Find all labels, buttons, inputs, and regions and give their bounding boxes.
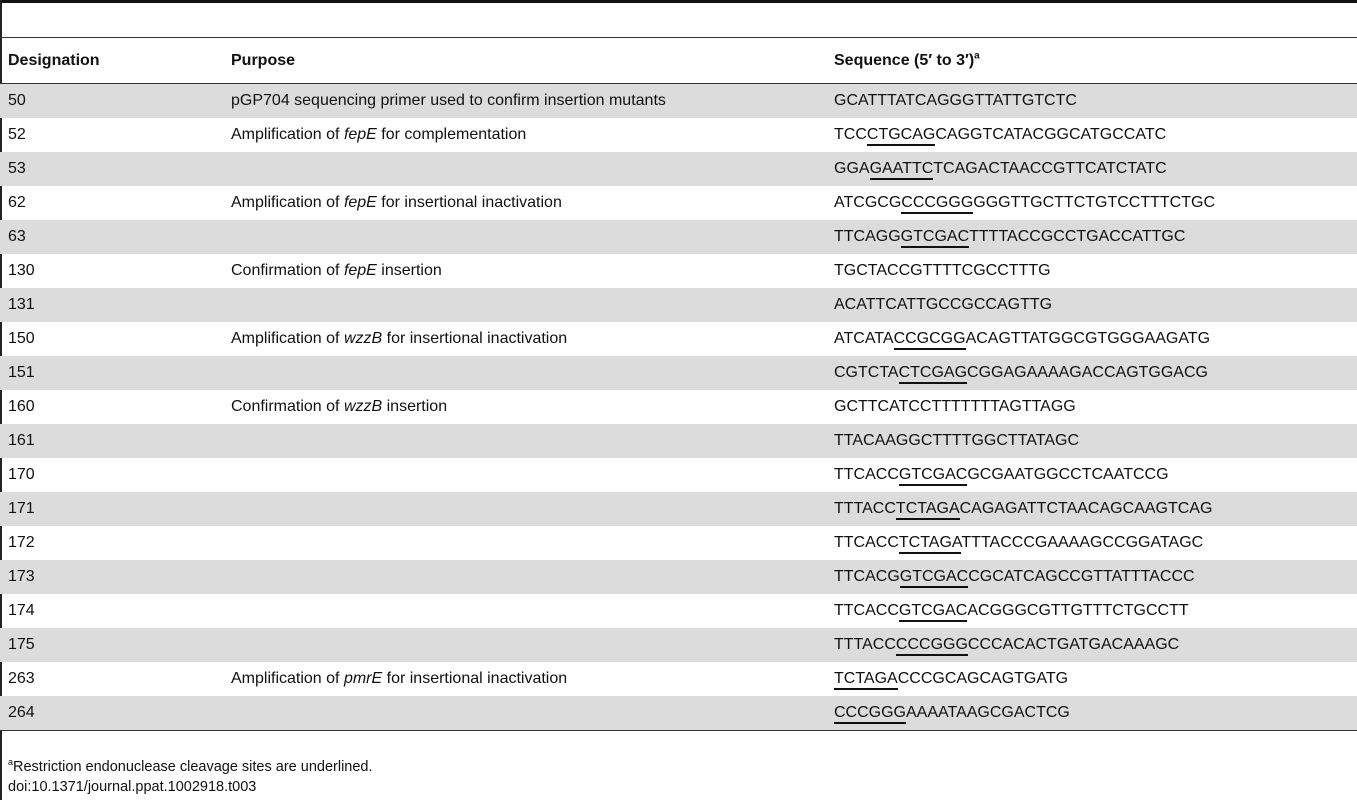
sequence-text: ACAGTTATGGCGTGGGAAGATG: [965, 330, 1211, 347]
footnote-text: Restriction endonuclease cleavage sites are underlined.: [13, 759, 373, 775]
cell-purpose: [223, 152, 826, 186]
table-row: [0, 390, 1357, 424]
sequence-text: TTTTACCGCCTGACCATTGC: [969, 228, 1186, 245]
cell-purpose: [223, 628, 826, 662]
footnote: [8, 757, 373, 797]
cell-designation: 131: [0, 288, 223, 322]
table-row: [0, 526, 1357, 560]
cell-sequence: [826, 492, 1357, 526]
table-row: [0, 662, 1357, 696]
cell-designation: 53: [0, 152, 223, 186]
cell-purpose: [223, 186, 826, 220]
cell-designation: 172: [8, 534, 35, 551]
sequence-text: TTCACC: [834, 466, 899, 483]
table-row: [0, 696, 1357, 731]
cell-sequence: [826, 458, 1357, 492]
header-sequence: [826, 38, 1357, 84]
sequence-text: TTCACG: [834, 568, 900, 585]
restriction-site: CCCGGG: [901, 194, 973, 214]
purpose-text: pGP704 sequencing primer used to confirm insertion mutants: [231, 92, 666, 109]
cell-sequence: [826, 662, 1357, 696]
table-body: [0, 84, 1357, 731]
cell-sequence: [826, 84, 1357, 119]
table-row: [0, 424, 1357, 458]
cell-purpose: [223, 458, 826, 492]
table-row: [0, 322, 1357, 356]
sequence-text: TTACAAGGCTTTTGGCTTATAGC: [834, 432, 1080, 449]
table-row: [0, 492, 1357, 526]
sequence-text: CAGGTCATACGGCATGCCATC: [935, 126, 1167, 143]
sequence-text: TTTACC: [834, 636, 896, 653]
header-designation: Designation: [0, 38, 223, 84]
restriction-site: GTCGAC: [900, 568, 968, 588]
cell-designation: 50: [0, 84, 223, 119]
restriction-site: TCTAGA: [896, 500, 960, 520]
cell-purpose: [223, 560, 826, 594]
cell-sequence: [826, 560, 1357, 594]
footnote-marker: a: [8, 757, 14, 768]
cell-sequence: [826, 186, 1357, 220]
sequence-text: CCCACACTGATGACAAAGC: [967, 636, 1180, 653]
cell-designation: 174: [8, 602, 35, 619]
title-area: [0, 3, 1357, 36]
sequence-text: TTCACC: [834, 534, 899, 551]
cell-designation: 264: [0, 696, 223, 731]
sequence-text: AAAATAAGCGACTCG: [906, 704, 1070, 721]
sequence-text: TTTACCCGAAAAGCCGGATAGC: [961, 534, 1204, 551]
purpose-text: for insertional inactivation: [382, 330, 568, 347]
table-row: [0, 560, 1357, 594]
sequence-text: CCCGCAGCAGTGATG: [897, 670, 1069, 687]
footnote-line: [8, 757, 373, 777]
table-row: [0, 356, 1357, 390]
purpose-text: Amplification of: [231, 126, 344, 143]
table-row: [0, 594, 1357, 628]
header-sequence-label: Sequence (5′ to 3′): [834, 51, 975, 69]
table-row: [0, 628, 1357, 662]
sequence-text: ATCATA: [834, 330, 894, 347]
sequence-text: GGGTTGCTTCTGTCCTTTCTGC: [973, 194, 1215, 211]
purpose-text: Confirmation of: [231, 398, 344, 415]
purpose-text: insertion: [382, 398, 448, 415]
cell-purpose: [223, 356, 826, 390]
restriction-site: CCGCGG: [894, 330, 966, 350]
purpose-text: for insertional inactivation: [382, 670, 568, 687]
cell-purpose: [223, 492, 826, 526]
table-row: [0, 84, 1357, 119]
gene-name: fepE: [343, 262, 377, 279]
restriction-site: GTCGAC: [901, 228, 969, 248]
purpose-text: insertion: [376, 262, 442, 279]
restriction-site: CTGCAG: [867, 126, 935, 146]
cell-designation: 52: [8, 126, 26, 143]
cell-sequence: [826, 254, 1357, 288]
purpose-text: Confirmation of: [231, 262, 344, 279]
cell-sequence: [826, 696, 1357, 731]
sequence-text: GCTTCATCCTTTTTTTAGTTAGG: [834, 398, 1076, 415]
restriction-site: CCCGGG: [834, 704, 906, 724]
restriction-site: TCTAGA: [899, 534, 962, 554]
cell-sequence: [826, 594, 1357, 628]
sequence-text: CGGAGAAAAGACCAGTGGACG: [967, 364, 1208, 381]
cell-purpose: [223, 594, 826, 628]
sequence-text: TCAGACTAACCGTTCATCTATC: [933, 160, 1167, 177]
cell-purpose: [223, 288, 826, 322]
purpose-text: for complementation: [376, 126, 527, 143]
sequence-text: ACGGGCGTTGTTTCTGCCTT: [967, 602, 1189, 619]
sequence-text: GGA: [834, 160, 870, 177]
cell-designation: 171: [0, 492, 223, 526]
restriction-site: CTCGAG: [899, 364, 967, 384]
cell-designation: 63: [0, 220, 223, 254]
purpose-text: Amplification of: [231, 330, 344, 347]
table-header: [0, 38, 1357, 84]
cell-sequence: [826, 118, 1357, 152]
cell-purpose: [223, 84, 826, 119]
sequence-text: TTTACC: [834, 500, 896, 517]
cell-sequence: [826, 526, 1357, 560]
cell-purpose: [223, 424, 826, 458]
cell-sequence: [826, 288, 1357, 322]
restriction-site: TCTAGA: [834, 670, 898, 690]
table-row: [0, 220, 1357, 254]
gene-name: fepE: [343, 126, 377, 143]
gene-name: fepE: [343, 194, 377, 211]
cell-designation: 151: [0, 356, 223, 390]
gene-name: wzzB: [343, 398, 383, 415]
purpose-text: Amplification of: [231, 670, 344, 687]
purpose-text: Amplification of: [231, 194, 344, 211]
cell-sequence: [826, 424, 1357, 458]
cell-purpose: [223, 322, 826, 356]
sequence-text: ACATTCATTGCCGCCAGTTG: [834, 296, 1053, 313]
cell-designation: 160: [8, 398, 35, 415]
cell-purpose: [223, 662, 826, 696]
header-footnote-marker: a: [974, 50, 980, 62]
table-row: [0, 118, 1357, 152]
table-row: [0, 288, 1357, 322]
cell-designation: 161: [0, 424, 223, 458]
cell-sequence: [826, 628, 1357, 662]
sequence-text: TTCAGG: [834, 228, 901, 245]
cell-designation: 170: [8, 466, 35, 483]
cell-purpose: [223, 526, 826, 560]
cell-purpose: [223, 118, 826, 152]
cell-designation: 173: [0, 560, 223, 594]
restriction-site: GTCGAC: [899, 466, 967, 486]
gene-name: wzzB: [343, 330, 383, 347]
cell-designation: 263: [8, 670, 35, 687]
restriction-site: GAATTC: [870, 160, 934, 180]
table-row: [0, 186, 1357, 220]
doi-text: doi:10.1371/journal.ppat.1002918.t003: [8, 779, 257, 795]
cell-purpose: [223, 220, 826, 254]
restriction-site: CCCGGG: [896, 636, 968, 656]
cell-designation: 62: [8, 194, 26, 211]
cell-purpose: [223, 254, 826, 288]
cell-sequence: [826, 322, 1357, 356]
purpose-text: for insertional inactivation: [376, 194, 562, 211]
sequence-text: CGCATCAGCCGTTATTTACCC: [968, 568, 1195, 585]
gene-name: pmrE: [343, 670, 383, 687]
cell-sequence: [826, 356, 1357, 390]
sequence-text: TCC: [834, 126, 867, 143]
cell-designation: 130: [8, 262, 35, 279]
sequence-text: CGTCTA: [834, 364, 899, 381]
sequence-text: GCGAATGGCCTCAATCCG: [967, 466, 1169, 483]
cell-designation: 175: [0, 628, 223, 662]
sequence-text: TTCACC: [834, 602, 899, 619]
table-row: [0, 254, 1357, 288]
cell-purpose: [223, 696, 826, 731]
sequence-text: TGCTACCGTTTTCGCCTTTG: [834, 262, 1051, 279]
cell-purpose: [223, 390, 826, 424]
primer-table: [0, 37, 1357, 731]
table-row: [0, 152, 1357, 186]
sequence-text: CAGAGATTCTAACAGCAAGTCAG: [959, 500, 1213, 517]
restriction-site: GTCGAC: [899, 602, 967, 622]
cell-designation: 150: [8, 330, 35, 347]
header-purpose: Purpose: [223, 38, 826, 84]
sequence-text: GCATTTATCAGGGTTATTGTCTC: [834, 92, 1077, 109]
cell-sequence: [826, 220, 1357, 254]
cell-sequence: [826, 390, 1357, 424]
cell-sequence: [826, 152, 1357, 186]
header-row: [0, 38, 1357, 84]
sequence-text: ATCGCG: [834, 194, 902, 211]
table-row: [0, 458, 1357, 492]
